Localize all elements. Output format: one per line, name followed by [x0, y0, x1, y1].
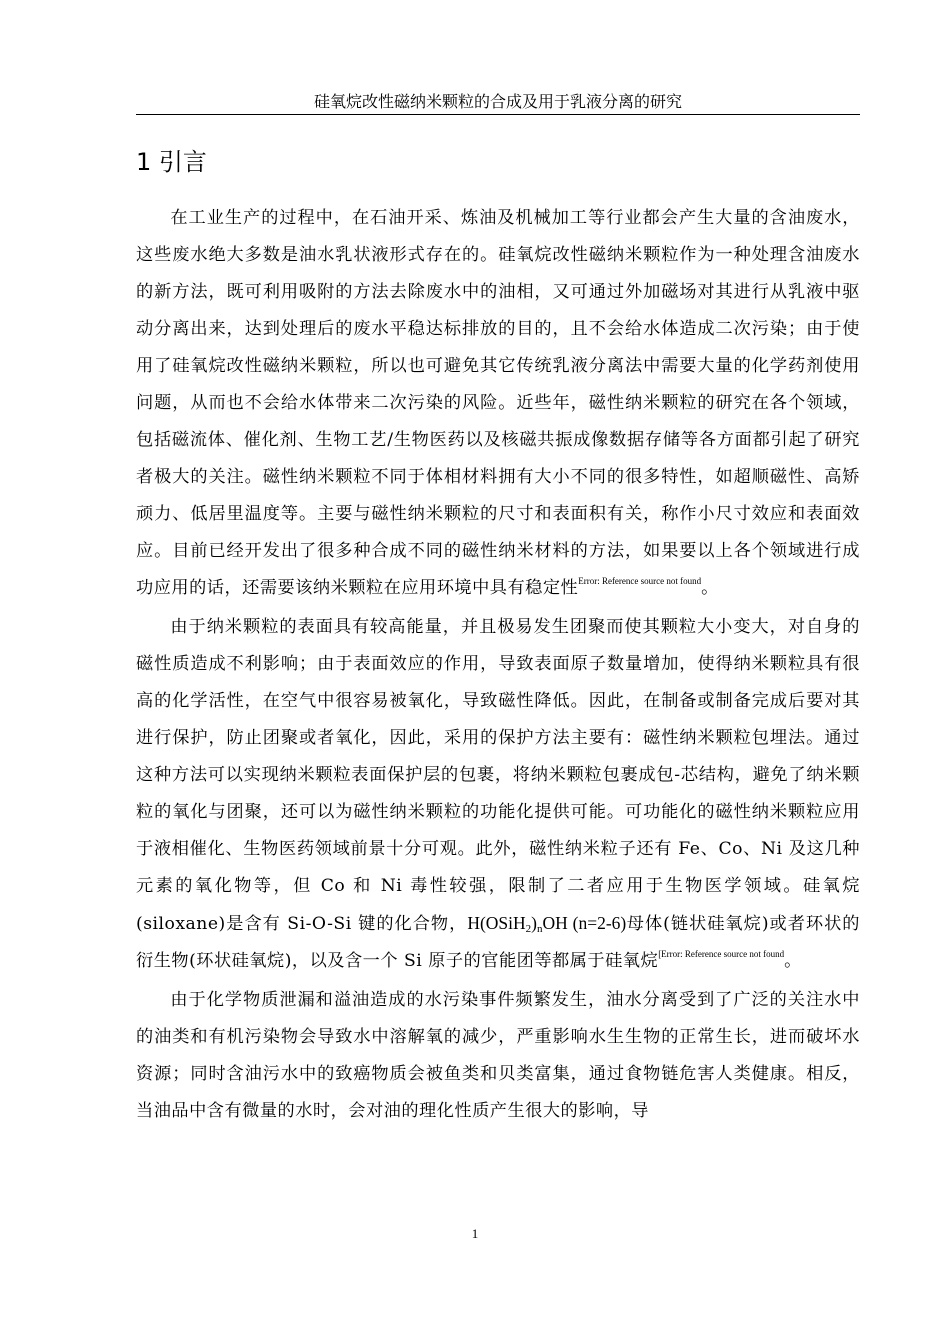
- body-text: [136, 200, 860, 1132]
- formula-subscript-n: n: [536, 923, 543, 935]
- formula-part-b: ): [531, 913, 537, 933]
- paragraph-3-text: 由于化学物质泄漏和溢油造成的水污染事件频繁发生，油水分离受到了广泛的关注水中的油类和有机污染物会导致水中溶解氧的减少，严重影响水生生物的正常生长，进而破坏水资源；同时含油污水中的致癌物质会被鱼类和贝类富集，通过食物链危害人类健康。相反，当油品中含有微量的水时，会对油的理化性质产生很大的影响，导: [136, 990, 860, 1121]
- page-number: 1: [471, 1226, 479, 1241]
- paragraph-2: [136, 609, 860, 980]
- paragraph-1-text: 在工业生产的过程中，在石油开采、炼油及机械加工等行业都会产生大量的含油废水，这些废水绝大多数是油水乳状液形式存在的。硅氧烷改性磁纳米颗粒作为一种处理含油废水的新方法，既可利用吸附的方法去除废水中的油相，又可通过外加磁场对其进行从乳液中驱动分离出来，达到处理后的废水平稳达标排放的目的，且不会给水体造成二次污染；由于使用了硅氧烷改性磁纳米颗粒，所以也可避免其它传统乳液分离法中需要大量的化学药剂使用问题，从而也不会给水体带来二次污染的风险。近些年，磁性纳米颗粒的研究在各个领域，包括磁流体、催化剂、生物工艺/生物医药以及核磁共振成像数据存储等各方面都引起了研究者极大的关注。磁性纳米颗粒不同于体相材料拥有大小不同的很多特性，如超顺磁性、高矫顽力、低居里温度等。主要与磁性纳米颗粒的尺寸和表面积有关，称作小尺寸效应和表面效应。目前已经开发出了很多种合成不同的磁性纳米材料的方法，如果要以上各个领域进行成功应用的话，还需要该纳米颗粒在应用环境中具有稳定性: [136, 208, 860, 598]
- formula-part-a: H(OSiH: [467, 913, 526, 933]
- paragraph-1-end: 。: [701, 578, 719, 598]
- reference-error-2: [Error: Reference source not found: [658, 949, 785, 959]
- paragraph-2-text: 由于纳米颗粒的表面具有较高能量，并且极易发生团聚而使其颗粒大小变大，对自身的磁性质造成不利影响；由于表面效应的作用，导致表面原子数量增加，使得纳米颗粒具有很高的化学活性，在空气中很容易被氧化，导致磁性降低。因此，在制备或制备完成后要对其进行保护，防止团聚或者氧化，因此，采用的保护方法主要有：磁性纳米颗粒包埋法。通过这种方法可以实现纳米颗粒表面保护层的包裹，将纳米颗粒包裹成包-芯结构，避免了纳米颗粒的氧化与团聚，还可以为磁性纳米颗粒的功能化提供可能。可功能化的磁性纳米颗粒应用于液相催化、生物医药领域前景十分可观。此外，磁性纳米粒子还有 Fe、Co、Ni 及这几种元素的氧化物等，但 Co 和 Ni 毒性较强，限制了二者应用于生物医学领域。硅氧烷(siloxane)是含有 Si-O-Si 键的化合物，: [136, 617, 860, 934]
- reference-error-1: Error: Reference source not found: [578, 576, 702, 586]
- running-header: [136, 92, 860, 115]
- paragraph-2-end: 。: [784, 951, 802, 971]
- formula-subscript-2: 2: [525, 923, 532, 935]
- formula-part-c: OH (n=2-6): [542, 913, 627, 933]
- paragraph-2-text-after: 母体(链状硅氧烷)或者环状的衍生物(环状硅氧烷)，以及含一个 Si 原子的官能团等都属于硅氧烷: [136, 914, 860, 971]
- paragraph-3: [136, 982, 860, 1130]
- section-heading: 1 引言: [136, 148, 207, 176]
- paragraph-1: [136, 200, 860, 607]
- running-header-title: 硅氧烷改性磁纳米颗粒的合成及用于乳液分离的研究: [313, 92, 682, 111]
- siloxane-formula: [467, 913, 626, 933]
